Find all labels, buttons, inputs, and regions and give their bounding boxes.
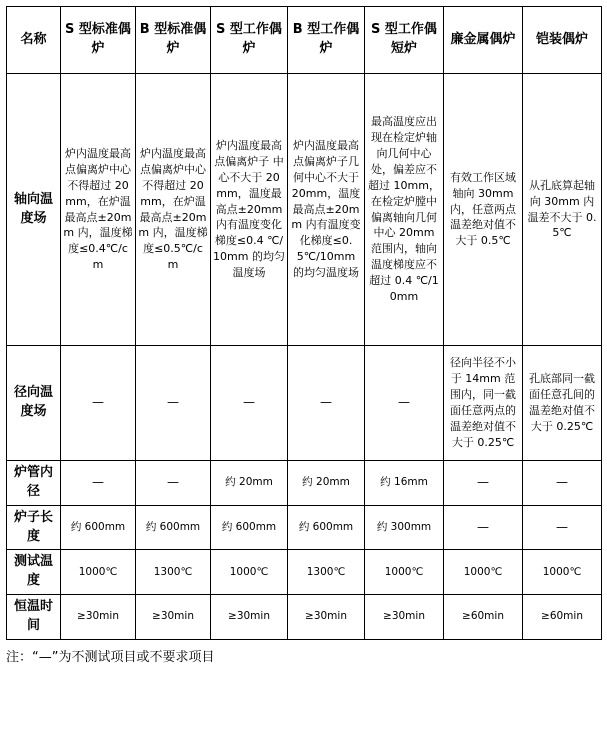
table-cell: 炉内温度最高点偏离炉中心不得超过 20mm，在炉温最高点±20mm 内，温度梯度≤0.4℃/cm [61, 74, 136, 346]
table-cell: ≥60min [523, 595, 602, 640]
table-cell: 1300℃ [136, 550, 211, 595]
row-label-test-temperature: 测试温度 [7, 550, 61, 595]
table-cell: — [61, 461, 136, 506]
table-row [7, 505, 602, 550]
table-row [7, 461, 602, 506]
row-label-furnace-length: 炉子长度 [7, 505, 61, 550]
table-cell: — [523, 505, 602, 550]
column-header-base-metal: 廉金属偶炉 [444, 7, 523, 74]
table-cell: — [136, 346, 211, 461]
table-cell: ≥30min [61, 595, 136, 640]
table-cell: 孔底部同一截面任意孔间的温差绝对值不大于 0.25℃ [523, 346, 602, 461]
table-row [7, 595, 602, 640]
column-header-s-standard: S 型标准偶炉 [61, 7, 136, 74]
table-cell: 约 20mm [211, 461, 288, 506]
row-label-tube-inner-diameter: 炉管内径 [7, 461, 61, 506]
table-cell: — [523, 461, 602, 506]
column-header-s-work-short: S 型工作偶短炉 [365, 7, 444, 74]
table-cell: 1000℃ [365, 550, 444, 595]
table-cell: ≥30min [288, 595, 365, 640]
table-cell: — [61, 346, 136, 461]
table-note: 注：“—”为不测试项目或不要求项目 [6, 649, 215, 665]
row-label-hold-time: 恒温时间 [7, 595, 61, 640]
table-cell: 炉内温度最高点偏离炉中心不得超过 20mm，在炉温最高点±20mm 内，温度梯度≤0.5℃/cm [136, 74, 211, 346]
table-cell: 约 16mm [365, 461, 444, 506]
table-cell: 约 20mm [288, 461, 365, 506]
table-cell: ≥30min [136, 595, 211, 640]
column-header-s-work: S 型工作偶炉 [211, 7, 288, 74]
table-cell: ≥30min [365, 595, 444, 640]
table-row [7, 550, 602, 595]
table-cell: 炉内温度最高点偏离炉子 中心不大于 20mm，温度最高点±20mm 内有温度变化梯度≤0.4 ℃/10mm 的均匀温度场 [211, 74, 288, 346]
table-row [7, 74, 602, 346]
specification-table [6, 6, 602, 640]
table-cell: — [211, 346, 288, 461]
table-cell: 约 600mm [211, 505, 288, 550]
table-cell: 有效工作区域轴向 30mm 内，任意两点温差绝对值不大于 0.5℃ [444, 74, 523, 346]
table-cell: ≥30min [211, 595, 288, 640]
column-header-b-work: B 型工作偶炉 [288, 7, 365, 74]
table-cell: 1000℃ [523, 550, 602, 595]
table-cell: — [288, 346, 365, 461]
table-cell: 约 600mm [136, 505, 211, 550]
row-label-axial-temperature-field: 轴向温度场 [7, 74, 61, 346]
table-cell: 径向半径不小于 14mm 范围内，同一截面任意两点的温差绝对值不大于 0.25℃ [444, 346, 523, 461]
table-cell: ≥60min [444, 595, 523, 640]
table-cell: 最高温度应出现在检定炉轴向几何中心处，偏差应不超过 10mm，在检定炉膛中偏离轴向几何中心 20mm 范围内，轴向温度梯度应不超过 0.4 ℃/10mm [365, 74, 444, 346]
table-cell: 约 600mm [61, 505, 136, 550]
table-cell: 从孔底算起轴向 30mm 内温差不大于 0.5℃ [523, 74, 602, 346]
table-row [7, 346, 602, 461]
column-header-name: 名称 [7, 7, 61, 74]
row-label-radial-temperature-field: 径向温度场 [7, 346, 61, 461]
table-cell: 1000℃ [211, 550, 288, 595]
table-cell: — [365, 346, 444, 461]
table-cell: — [444, 505, 523, 550]
column-header-b-standard: B 型标准偶炉 [136, 7, 211, 74]
table-cell: 炉内温度最高点偏离炉子几何中心不大于 20mm，温度最高点±20mm 内有温度变化梯度≤0.5℃/10mm 的均匀温度场 [288, 74, 365, 346]
table-cell: 约 600mm [288, 505, 365, 550]
table-cell: 约 300mm [365, 505, 444, 550]
table-header-row [7, 7, 602, 74]
table-cell: — [444, 461, 523, 506]
table-cell: 1000℃ [444, 550, 523, 595]
column-header-sheathed: 铠装偶炉 [523, 7, 602, 74]
table-cell: 1000℃ [61, 550, 136, 595]
table-cell: — [136, 461, 211, 506]
table-cell: 1300℃ [288, 550, 365, 595]
